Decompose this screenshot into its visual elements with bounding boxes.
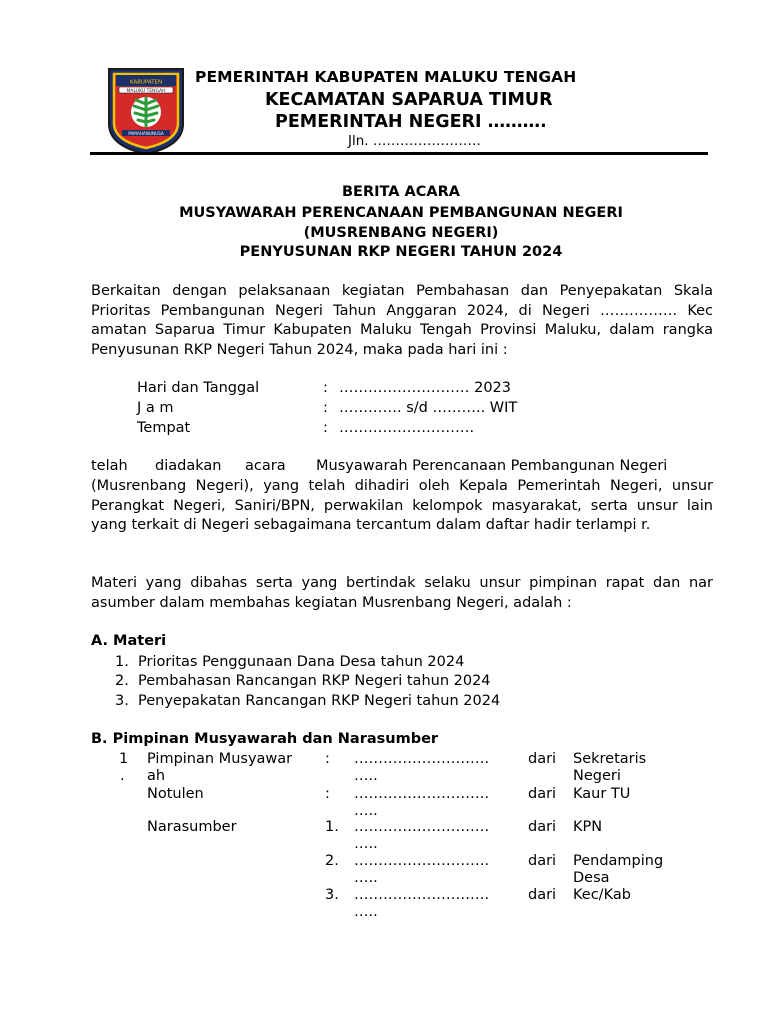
letterhead-divider [90,152,708,155]
schedule-sep-place: : [323,420,328,436]
body-word-diadakan: diadakan [155,458,222,474]
materi-item-num: 1. [115,654,129,670]
role-name-placeholder: ………………………. ….. [354,853,490,886]
role-origin: Kaur TU [573,786,631,802]
schedule-label-place: Tempat [137,420,191,436]
role-origin: KPN [573,819,603,835]
schedule-value-time: …………. s/d ……….. WIT [339,400,518,416]
role-dari: dari [528,853,557,869]
role-label: Notulen [147,786,204,802]
emblem-bottom-text: PAMAHANUNUSA [128,131,164,136]
role-sep: : [325,786,330,802]
role-dari: dari [528,786,557,802]
letterhead-district: KECAMATAN SAPARUA TIMUR [265,90,553,110]
schedule-sep-date: : [323,380,328,396]
section-b-item-num: 1 [119,751,129,767]
role-origin: Kec/Kab [573,887,631,903]
body-word-telah: telah [91,458,128,474]
letterhead-address: Jln. …………………… [348,133,481,149]
doc-title-line2: MUSYAWARAH PERENCANAAN PEMBANGUNAN NEGERI [179,205,623,221]
role-dari: dari [528,819,557,835]
body-word-acara: acara [245,458,286,474]
schedule-label-date: Hari dan Tanggal [137,380,260,396]
body-paragraph: (Musrenbang Negeri), yang telah dihadiri oleh Kepala Pemerintah Negeri, unsur Perangkat Negeri, Saniri/BPN, perwakilan kelompok masyarakat, serta unsur lain yang terkait di Negeri sebagaimana tercantum dalam daftar hadir terlampi r. [91,478,713,533]
role-name-placeholder: ………………………. ….. [354,751,490,784]
intro-paragraph: Berkaitan dengan pelaksanaan kegiatan Pembahasan dan Penyepakatan Skala Prioritas Pembangunan Negeri Tahun Anggaran 2024, di Negeri ……………. Kec amatan Saparua Timur Kabupaten Maluku Tengah Provinsi Maluku, dalam rangka Penyusunan RKP Negeri Tahun 2024, maka pada hari ini : [91,283,713,358]
materi-item-num: 2. [115,673,129,689]
body-phrase-musrenbang: Musyawarah Perencanaan Pembangunan Negeri [316,458,668,474]
schedule-value-date: ……………………… 2023 [339,380,512,396]
role-name-placeholder: ………………………. ….. [354,819,490,852]
role-sep: : [325,751,330,767]
role-origin: Pendamping Desa [573,853,664,886]
role-name-placeholder: ………………………. ….. [354,887,490,920]
section-b-item-dot: . [120,768,125,784]
role-origin: Sekretaris Negeri [573,751,647,784]
materi-item-text: Pembahasan Rancangan RKP Negeri tahun 2024 [138,673,491,689]
role-label: Pimpinan Musyawar ah [147,751,293,784]
regency-emblem-logo [106,66,186,156]
role-name-placeholder: ………………………. ….. [354,786,490,819]
doc-title-line4: PENYUSUNAN RKP NEGERI TAHUN 2024 [239,244,563,260]
role-dari: dari [528,887,557,903]
role-sep: 1. [325,819,339,835]
role-dari: dari [528,751,557,767]
emblem-top-text: KABUPATEN [129,79,163,86]
materi-item-text: Penyepakatan Rancangan RKP Negeri tahun 2024 [138,693,501,709]
letterhead-regency: PEMERINTAH KABUPATEN MALUKU TENGAH [195,68,577,86]
schedule-label-time: J a m [137,400,174,416]
letterhead-village-gov: PEMERINTAH NEGERI ………. [275,112,547,132]
materi-intro-paragraph: Materi yang dibahas serta yang bertindak selaku unsur pimpinan rapat dan nar asumber dalam membahas kegiatan Musrenbang Negeri, adalah : [91,575,713,611]
section-b-title: B. Pimpinan Musyawarah dan Narasumber [91,731,439,747]
materi-item-text: Prioritas Penggunaan Dana Desa tahun 2024 [138,654,465,670]
doc-title-line3: (MUSRENBANG NEGERI) [303,225,499,241]
role-label: Narasumber [147,819,237,835]
schedule-sep-time: : [323,400,328,416]
doc-title-line1: BERITA ACARA [341,184,461,200]
role-sep: 2. [325,853,339,869]
schedule-value-place: ………………………. [339,420,475,436]
section-a-title: A. Materi [91,633,167,649]
emblem-banner-text: MALUKU TENGAH [126,89,166,94]
role-sep: 3. [325,887,339,903]
materi-item-num: 3. [115,693,129,709]
